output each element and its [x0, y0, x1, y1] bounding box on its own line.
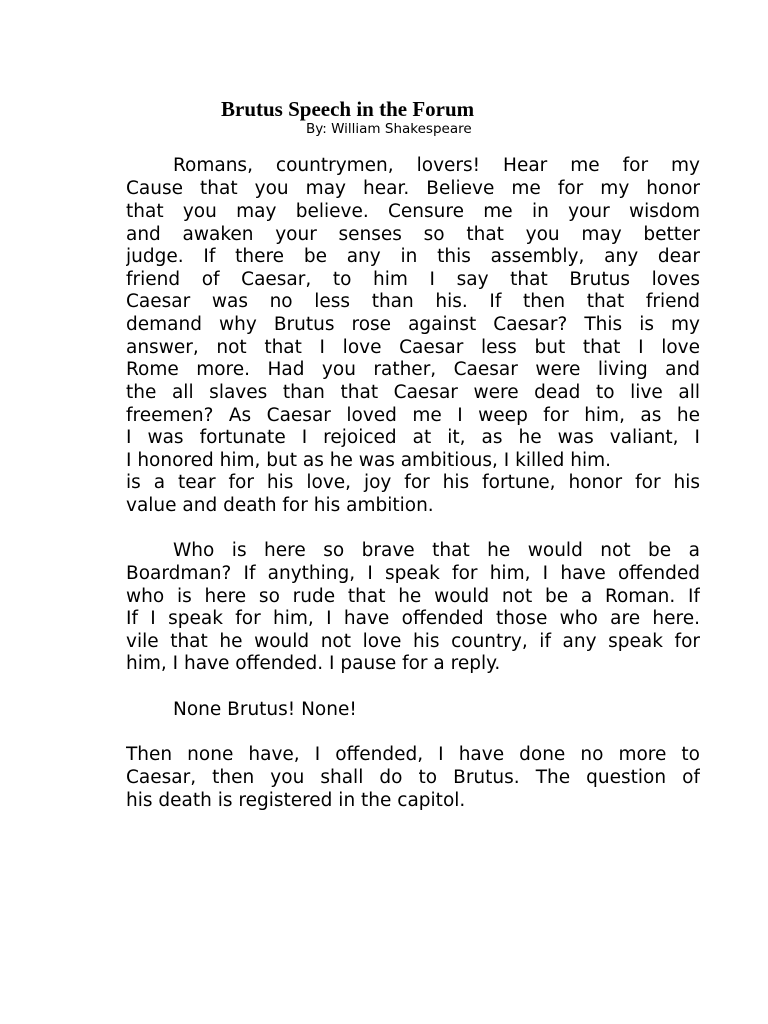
text-line: None Brutus! None! [173, 699, 357, 720]
text-line: I honored him, but as he was ambitious, I killed him. [126, 450, 612, 471]
text-line: him, I have offended. I pause for a reply. [126, 653, 501, 674]
text-line: freemen? As Caesar loved me I weep for him, as he [126, 405, 700, 426]
text-line: Who is here so brave that he would not be a [173, 540, 700, 561]
text-line: answer, not that I love Caesar less but that I love [126, 337, 700, 358]
text-line: judge. If there be any in this assembly, any dear [126, 246, 700, 267]
text-line: Romans, countrymen, lovers! Hear me for my [173, 155, 700, 176]
text-line: is a tear for his love, joy for his fortune, honor for his [126, 472, 700, 493]
text-line: I was fortunate I rejoiced at it, as he was valiant, I [126, 427, 700, 448]
text-line: Rome more. Had you rather, Caesar were living and [126, 359, 700, 380]
text-line: Boardman? If anything, I speak for him, I have offended [126, 563, 700, 584]
text-line: friend of Caesar, to him I say that Brutus loves [126, 269, 700, 290]
text-line: who is here so rude that he would not be a Roman. If [126, 586, 700, 607]
text-line: his death is registered in the capitol. [126, 790, 466, 811]
text-line: the all slaves than that Caesar were dead to live all [126, 382, 700, 403]
text-line: vile that he would not love his country, if any speak for [126, 631, 700, 652]
text-line: Cause that you may hear. Believe me for my honor [126, 178, 700, 199]
text-line: and awaken your senses so that you may better [126, 224, 700, 245]
text-line: Then none have, I offended, I have done no more to [126, 744, 700, 765]
text-line: demand why Brutus rose against Caesar? This is my [126, 314, 700, 335]
document-byline: By: William Shakespeare [306, 121, 472, 137]
text-line: that you may believe. Censure me in your wisdom [126, 201, 700, 222]
text-line: Caesar was no less than his. If then that friend [126, 291, 700, 312]
text-line: If I speak for him, I have offended those who are here. [126, 608, 700, 629]
text-line: Caesar, then you shall do to Brutus. The question of [126, 767, 700, 788]
document-title: Brutus Speech in the Forum [221, 97, 475, 121]
text-line: value and death for his ambition. [126, 495, 434, 516]
